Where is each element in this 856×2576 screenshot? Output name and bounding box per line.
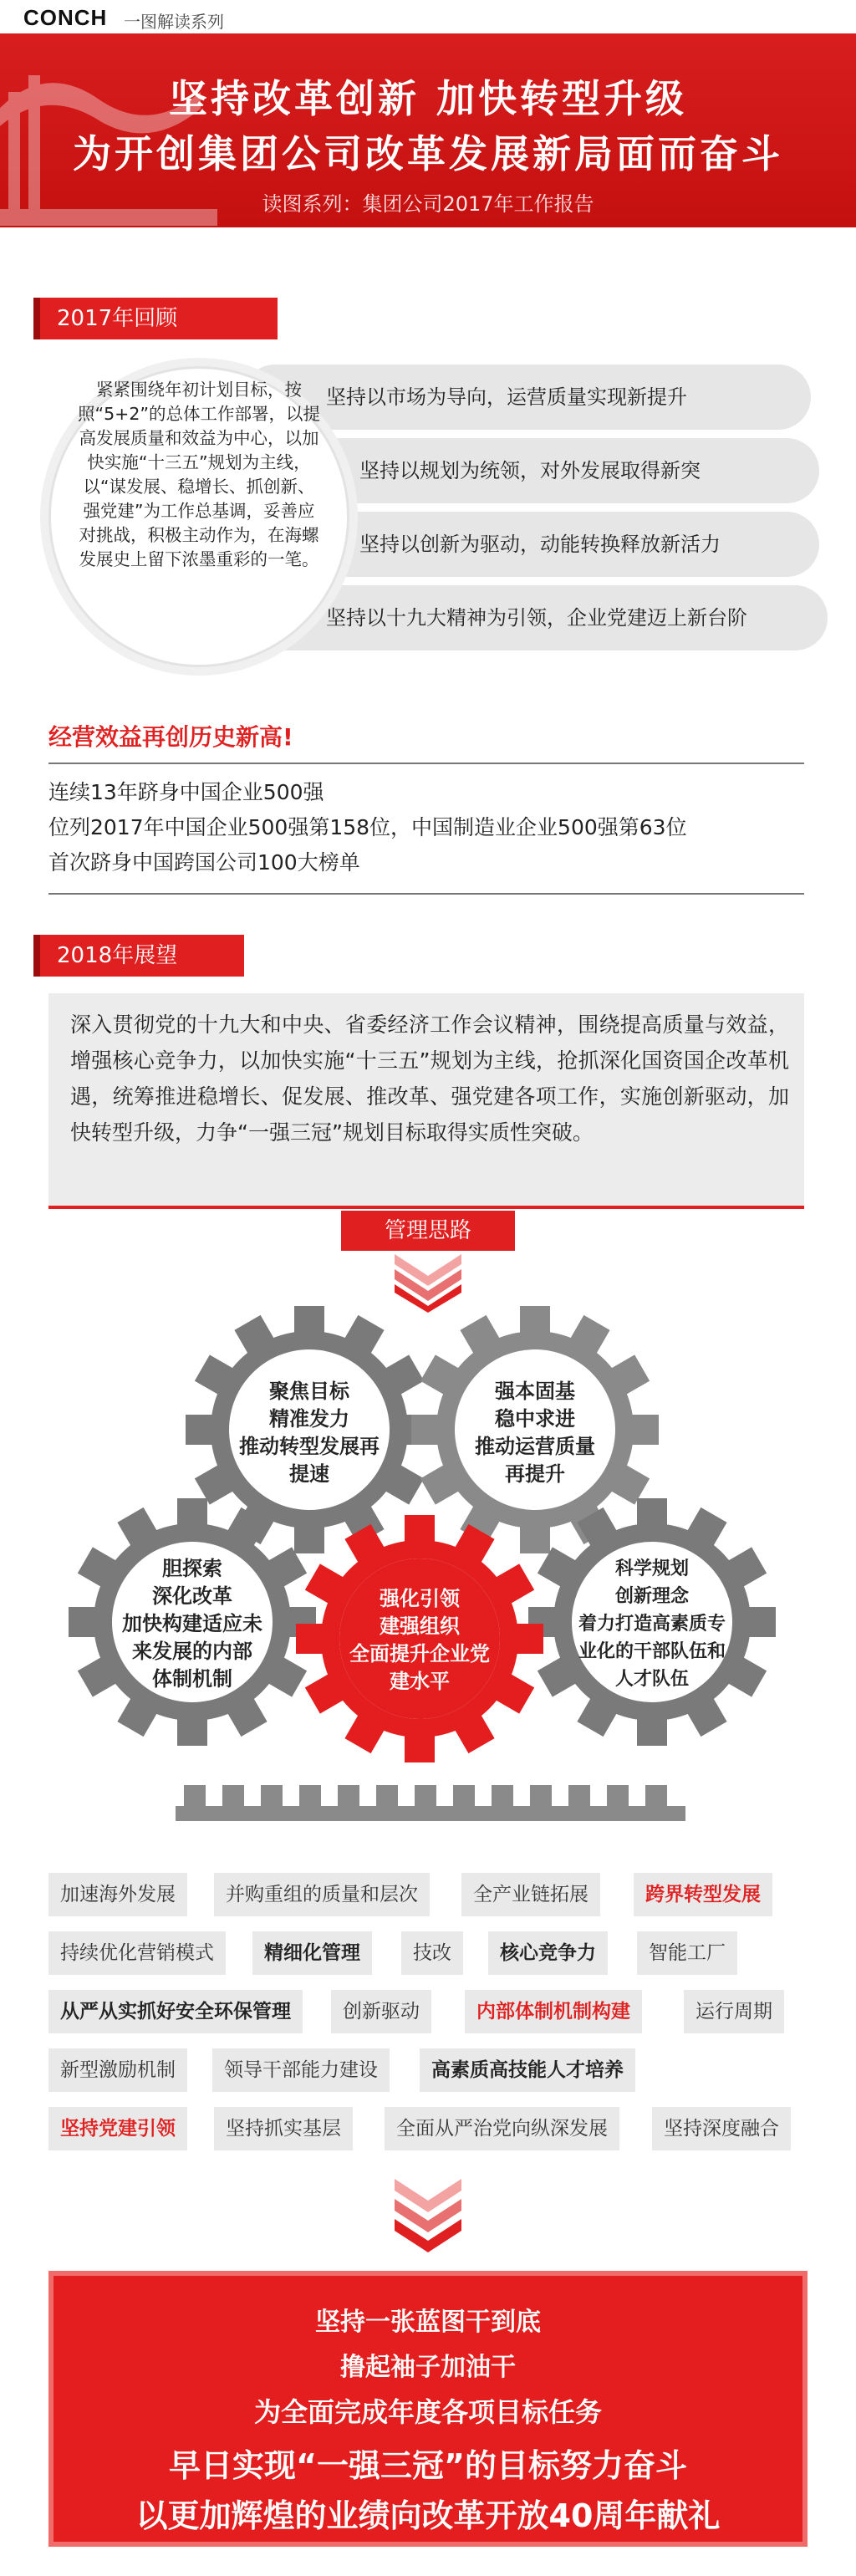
review-point-2: 坚持以规划为统领，对外发展取得新突: [276, 438, 819, 503]
top-bar: [0, 0, 856, 33]
keyword-tag: 领导干部能力建设: [212, 2048, 390, 2092]
keyword-tag: 坚持深度融合: [652, 2107, 791, 2150]
banner-title-line2: 为开创集团公司改革发展新局面而奋斗: [73, 131, 783, 176]
closing-line-4: 早日实现“一强三冠”的目标努力奋斗: [169, 2447, 687, 2484]
keyword-tag: 运行周期: [684, 1990, 784, 2033]
keyword-tag: 核心竞争力: [488, 1931, 608, 1975]
banner-subtitle: 读图系列：集团公司2017年工作报告: [262, 192, 594, 216]
gear-text-right: 科学规划 创新理念 着力打造高素质专 业化的干部队伍和 人才队伍: [578, 1558, 726, 1690]
fact-item: 连续13年跻身中国企业500强: [48, 780, 324, 804]
highlight-title: 经营效益再创历史新高!: [48, 723, 293, 751]
divider: [48, 893, 804, 895]
gear-text-center: 强化引领 建强组织 全面提升企业党 建水平: [349, 1587, 490, 1693]
keyword-tag: 新型激励机制: [48, 2048, 187, 2092]
series-label: 一图解读系列: [124, 12, 224, 32]
keyword-tag: 持续优化营销模式: [48, 1931, 226, 1975]
management-label: 管理思路: [341, 1211, 515, 1251]
keyword-tag: 智能工厂: [637, 1931, 737, 1975]
section-label-review: 2017年回顾: [33, 298, 278, 339]
gear-rack: [176, 1785, 685, 1821]
fact-item: 首次跻身中国跨国公司100大榜单: [48, 850, 360, 875]
keyword-tag: 加速海外发展: [48, 1873, 187, 1916]
keyword-tag: 从严从实抓好安全环保管理: [48, 1990, 303, 2033]
gear-text-top-left: 聚焦目标 精准发力 推动转型发展再 提速: [239, 1380, 380, 1486]
closing-line-2: 撸起袖子加油干: [340, 2353, 516, 2382]
closing-line-5: 以更加辉煌的业绩向改革开放40周年献礼: [135, 2497, 721, 2534]
keyword-tag: 全产业链拓展: [461, 1873, 600, 1916]
keyword-tag: 创新驱动: [331, 1990, 431, 2033]
review-summary-text: 紧紧围绕年初计划目标，按照“5+2”的总体工作部署，以提高发展质量和效益为中心，以加快实施“十三五”规划为主线，以“谋发展、稳增长、抓创新、强党建”为工作总基调，妥善应对挑战，积极主动作为，在海螺发展史上留下浓墨重彩的一笔。: [77, 380, 320, 569]
keyword-tag: 并购重组的质量和层次: [214, 1873, 430, 1916]
divider: [48, 763, 804, 764]
keyword-tag: 高素质高技能人才培养: [420, 2048, 635, 2092]
closing-line-1: 坚持一张蓝图干到底: [315, 2308, 541, 2337]
keyword-tag: 坚持党建引领: [48, 2107, 187, 2150]
keyword-tag: 精细化管理: [252, 1931, 372, 1975]
hero-banner: [0, 33, 856, 227]
gear-text-top-right: 强本固基 稳中求进 推动运营质量 再提升: [475, 1380, 595, 1486]
fact-item: 位列2017年中国企业500强第158位，中国制造业企业500强第63位: [48, 815, 687, 839]
section-label-outlook: 2018年展望: [33, 935, 244, 977]
closing-line-3: 为全面完成年度各项目标任务: [253, 2396, 602, 2428]
gear-text-left: 胆探索 深化改革 加快构建适应未 来发展的内部 体制机制: [122, 1557, 262, 1691]
review-point-4: 坚持以十九大精神为引领，企业党建迈上新台阶: [242, 585, 828, 650]
keyword-tag: 跨界转型发展: [634, 1873, 772, 1916]
keyword-tag: 坚持抓实基层: [214, 2107, 353, 2150]
keyword-tag: 全面从严治党向纵深发展: [385, 2107, 619, 2150]
banner-title-line1: 坚持改革创新 加快转型升级: [168, 76, 687, 121]
keyword-tag: 内部体制机制构建: [465, 1990, 642, 2033]
logo: CONCH: [23, 5, 108, 30]
chevron-down-icon: [386, 2179, 470, 2254]
review-point-1: 坚持以市场为导向，运营质量实现新提升: [242, 365, 811, 430]
review-point-3: 坚持以创新为驱动，动能转换释放新活力: [276, 512, 819, 577]
outlook-text: 深入贯彻党的十九大和中央、省委经济工作会议精神，围绕提高质量与效益，增强核心竞争力，以加快实施“十三五”规划为主线，抢抓深化国资国企改革机遇，统筹推进稳增长、促发展、推改革、强党建各项工作，实施创新驱动，加快转型升级，力争“一强三冠”规划目标取得实质性突破。: [70, 1013, 789, 1145]
keyword-tag: 技改: [401, 1931, 463, 1975]
